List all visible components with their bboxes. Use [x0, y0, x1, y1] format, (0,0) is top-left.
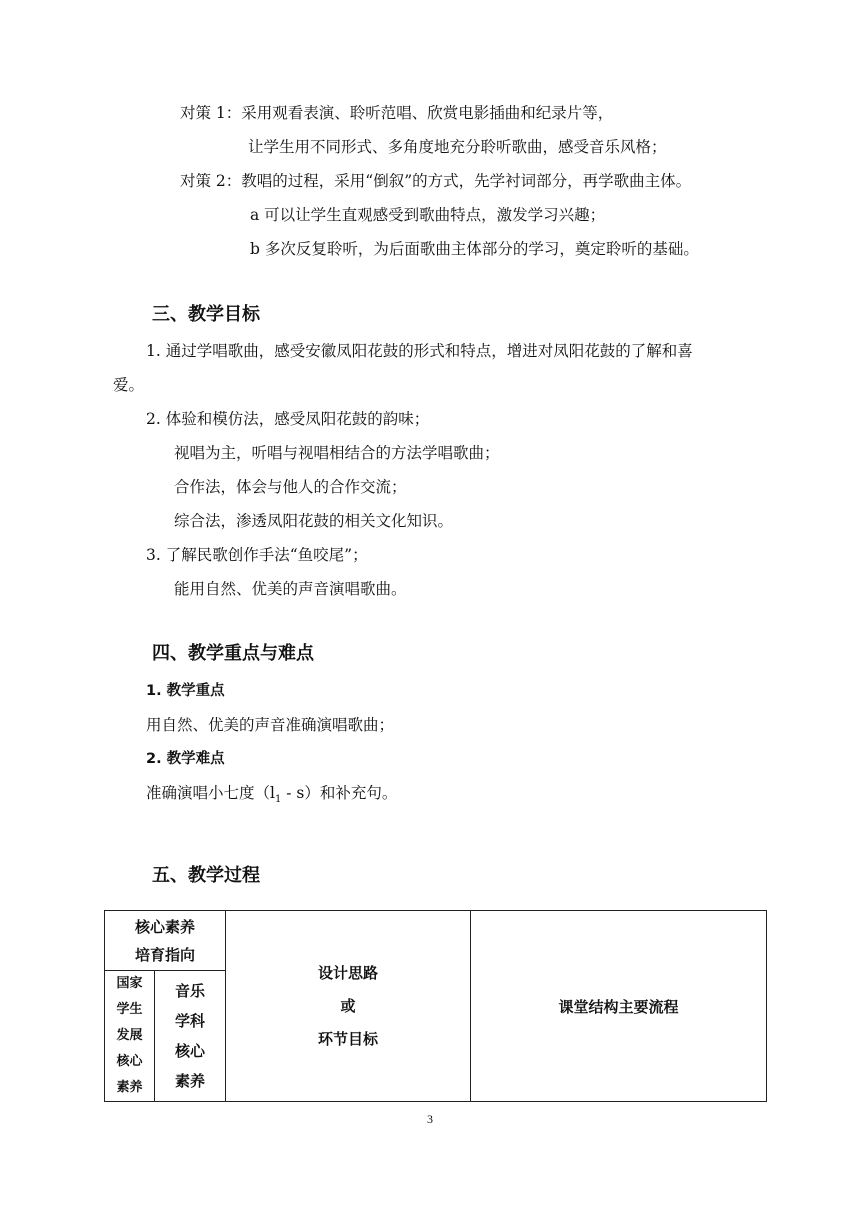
goal-2-line: 2. 体验和模仿法，感受凤阳花鼓的韵味；	[146, 410, 430, 428]
difficulty-heading: 2. 教学难点	[146, 751, 225, 767]
design-idea-header: 设计思路 或 环节目标	[226, 911, 471, 1102]
music-literacy-header: 音乐 学科 核心 素养	[155, 971, 226, 1102]
strategy-1-line: 对策 1：采用观看表演、聆听范唱、欣赏电影插曲和纪录片等，	[180, 104, 614, 122]
goal-3-sub-a: 能用自然、优美的声音演唱歌曲。	[174, 580, 407, 598]
difficulty-text: 准确演唱小七度$(l_1 - s)$和补充句。	[146, 784, 398, 806]
section-3-heading: 三、教学目标	[152, 304, 260, 325]
process-table	[104, 910, 767, 1102]
page-number: 3	[427, 1112, 433, 1126]
goal-2-sub-c: 综合法，渗透凤阳花鼓的相关文化知识。	[174, 512, 454, 530]
strategy-1-continuation: 让学生用不同形式、多角度地充分聆听歌曲，感受音乐风格；	[248, 138, 667, 156]
goal-2-sub-b: 合作法，体会与他人的合作交流；	[174, 478, 407, 496]
goal-3-line: 3. 了解民歌创作手法“鱼咬尾”；	[146, 546, 368, 564]
strategy-2-point-a: a 可以让学生直观感受到歌曲特点，激发学习兴趣；	[250, 206, 606, 224]
key-point-text: 用自然、优美的声音准确演唱歌曲；	[146, 716, 395, 734]
goal-1-wrap: 爱。	[113, 376, 145, 394]
strategy-2-point-b: b 多次反复聆听，为后面歌曲主体部分的学习，奠定聆听的基础。	[250, 240, 699, 258]
key-point-heading: 1. 教学重点	[146, 683, 225, 699]
section-4-heading: 四、教学重点与难点	[152, 643, 314, 664]
section-5-heading: 五、教学过程	[152, 865, 260, 886]
strategy-2-line: 对策 2：教唱的过程，采用“倒叙”的方式，先学衬词部分，再学歌曲主体。	[180, 172, 692, 190]
national-literacy-header: 国家 学生 发展 核心 素养	[105, 971, 155, 1102]
classroom-flow-header: 课堂结构主要流程	[471, 911, 767, 1102]
core-literacy-header: 核心素养 培育指向	[105, 911, 226, 971]
goal-1-line: 1. 通过学唱歌曲，感受安徽凤阳花鼓的形式和特点，增进对凤阳花鼓的了解和喜	[146, 342, 693, 360]
goal-2-sub-a: 视唱为主，听唱与视唱相结合的方法学唱歌曲；	[174, 444, 500, 462]
